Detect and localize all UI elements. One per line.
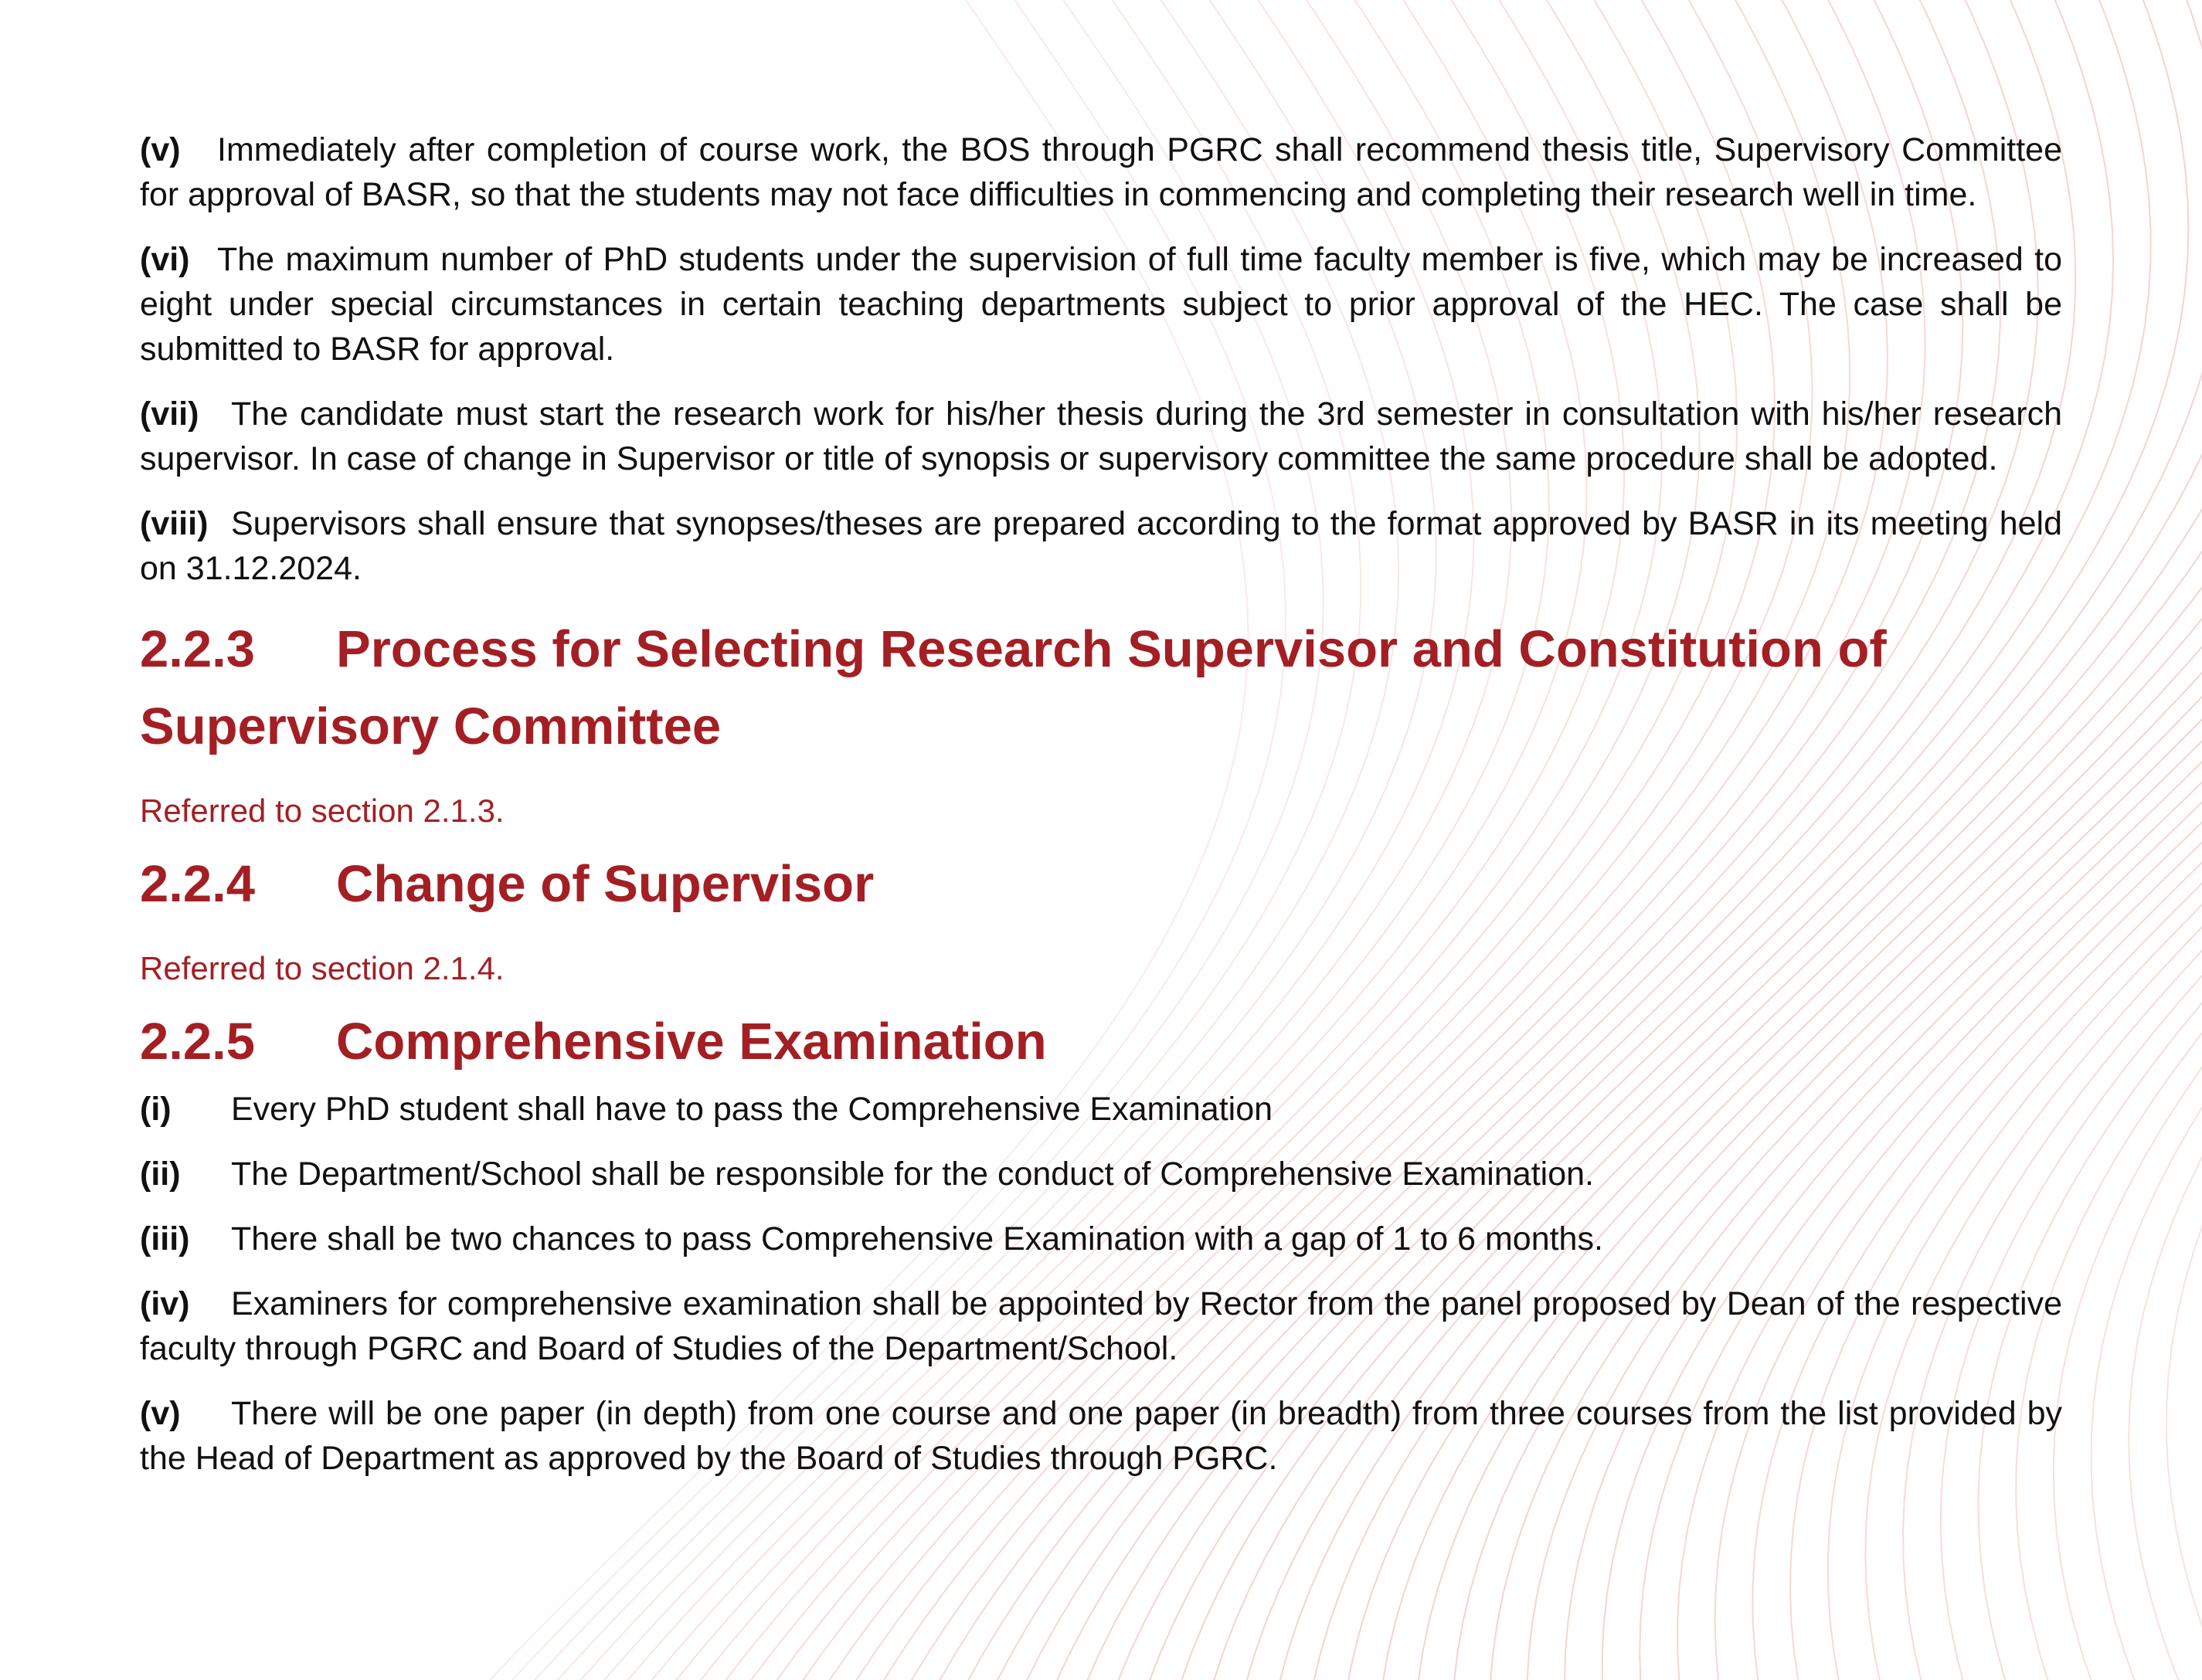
item-number: (v) xyxy=(140,1395,181,1432)
wave-line xyxy=(2092,0,2202,1680)
section-title: Change of Supervisor xyxy=(336,855,875,913)
item-text: Supervisors shall ensure that synopses/theses are prepared according to the format approved by BASR in its meeting held on 31.12.2024. xyxy=(140,505,2062,587)
item-text: The candidate must start the research work for his/her thesis during the 3rd semester in consultation with his/her research supervisor. In case of change in Supervisor or title of synopsis or supervisory committee the same procedure shall be adopted. xyxy=(140,395,2062,477)
item-text: The Department/School shall be responsible for the conduct of Comprehensive Examination. xyxy=(231,1156,1594,1193)
document-page xyxy=(140,127,2062,1501)
item-number: (vii) xyxy=(140,395,199,433)
item-text: There shall be two chances to pass Comprehensive Examination with a gap of 1 to 6 months. xyxy=(231,1220,1603,1257)
list-item-viii xyxy=(140,501,2062,591)
item-number: (ii) xyxy=(140,1156,181,1193)
item-number: (viii) xyxy=(140,505,209,542)
item-text: Immediately after completion of course work, the BOS through PGRC shall recommend thesis title, Supervisory Committee for approval of BASR, so that the students may not face difficulties in commencing and completing their research well in time. xyxy=(140,131,2062,213)
section-heading-2-2-3 xyxy=(140,611,2062,765)
list-item-v xyxy=(140,127,2062,217)
list-item-iii xyxy=(140,1217,2062,1261)
item-number: (vi) xyxy=(140,241,190,278)
section-number: 2.2.3 xyxy=(140,620,256,678)
item-text: Examiners for comprehensive examination shall be appointed by Rector from the panel proposed by Dean of the respective faculty through PGRC and Board of Studies of the Department/School. xyxy=(140,1285,2062,1367)
list-item-i xyxy=(140,1087,2062,1132)
item-number: (v) xyxy=(140,131,181,168)
list-item-vii xyxy=(140,392,2062,481)
section-number: 2.2.4 xyxy=(140,855,256,913)
section-number: 2.2.5 xyxy=(140,1013,256,1071)
section-heading-2-2-4 xyxy=(140,846,2062,923)
section-title: Process for Selecting Research Supervisor and Constitution of Supervisory Committee xyxy=(140,620,1887,755)
list-item-v-2 xyxy=(140,1391,2062,1481)
list-item-vi xyxy=(140,237,2062,372)
item-number: (iv) xyxy=(140,1285,190,1322)
section-heading-2-2-5 xyxy=(140,1003,2062,1081)
list-item-ii xyxy=(140,1152,2062,1196)
item-text: Every PhD student shall have to pass the Comprehensive Examination xyxy=(231,1091,1273,1128)
section-title: Comprehensive Examination xyxy=(336,1013,1047,1071)
item-number: (i) xyxy=(140,1091,172,1128)
wave-line xyxy=(2129,0,2202,1680)
item-text: There will be one paper (in depth) from one course and one paper (in breadth) from three courses from the list provided by the Head of Department as approved by the Board of Studies through PGRC. xyxy=(140,1395,2062,1477)
section-reference: Referred to section 2.1.3. xyxy=(140,792,505,829)
list-item-iv xyxy=(140,1281,2062,1371)
section-reference: Referred to section 2.1.4. xyxy=(140,950,505,986)
wave-line xyxy=(2054,0,2202,1680)
item-text: The maximum number of PhD students under the supervision of full time faculty member is five, which may be increased to eight under special circumstances in certain teaching departments subject to prior approval of the HEC. The case shall be submitted to BASR for approval. xyxy=(140,241,2062,368)
item-number: (iii) xyxy=(140,1220,190,1257)
